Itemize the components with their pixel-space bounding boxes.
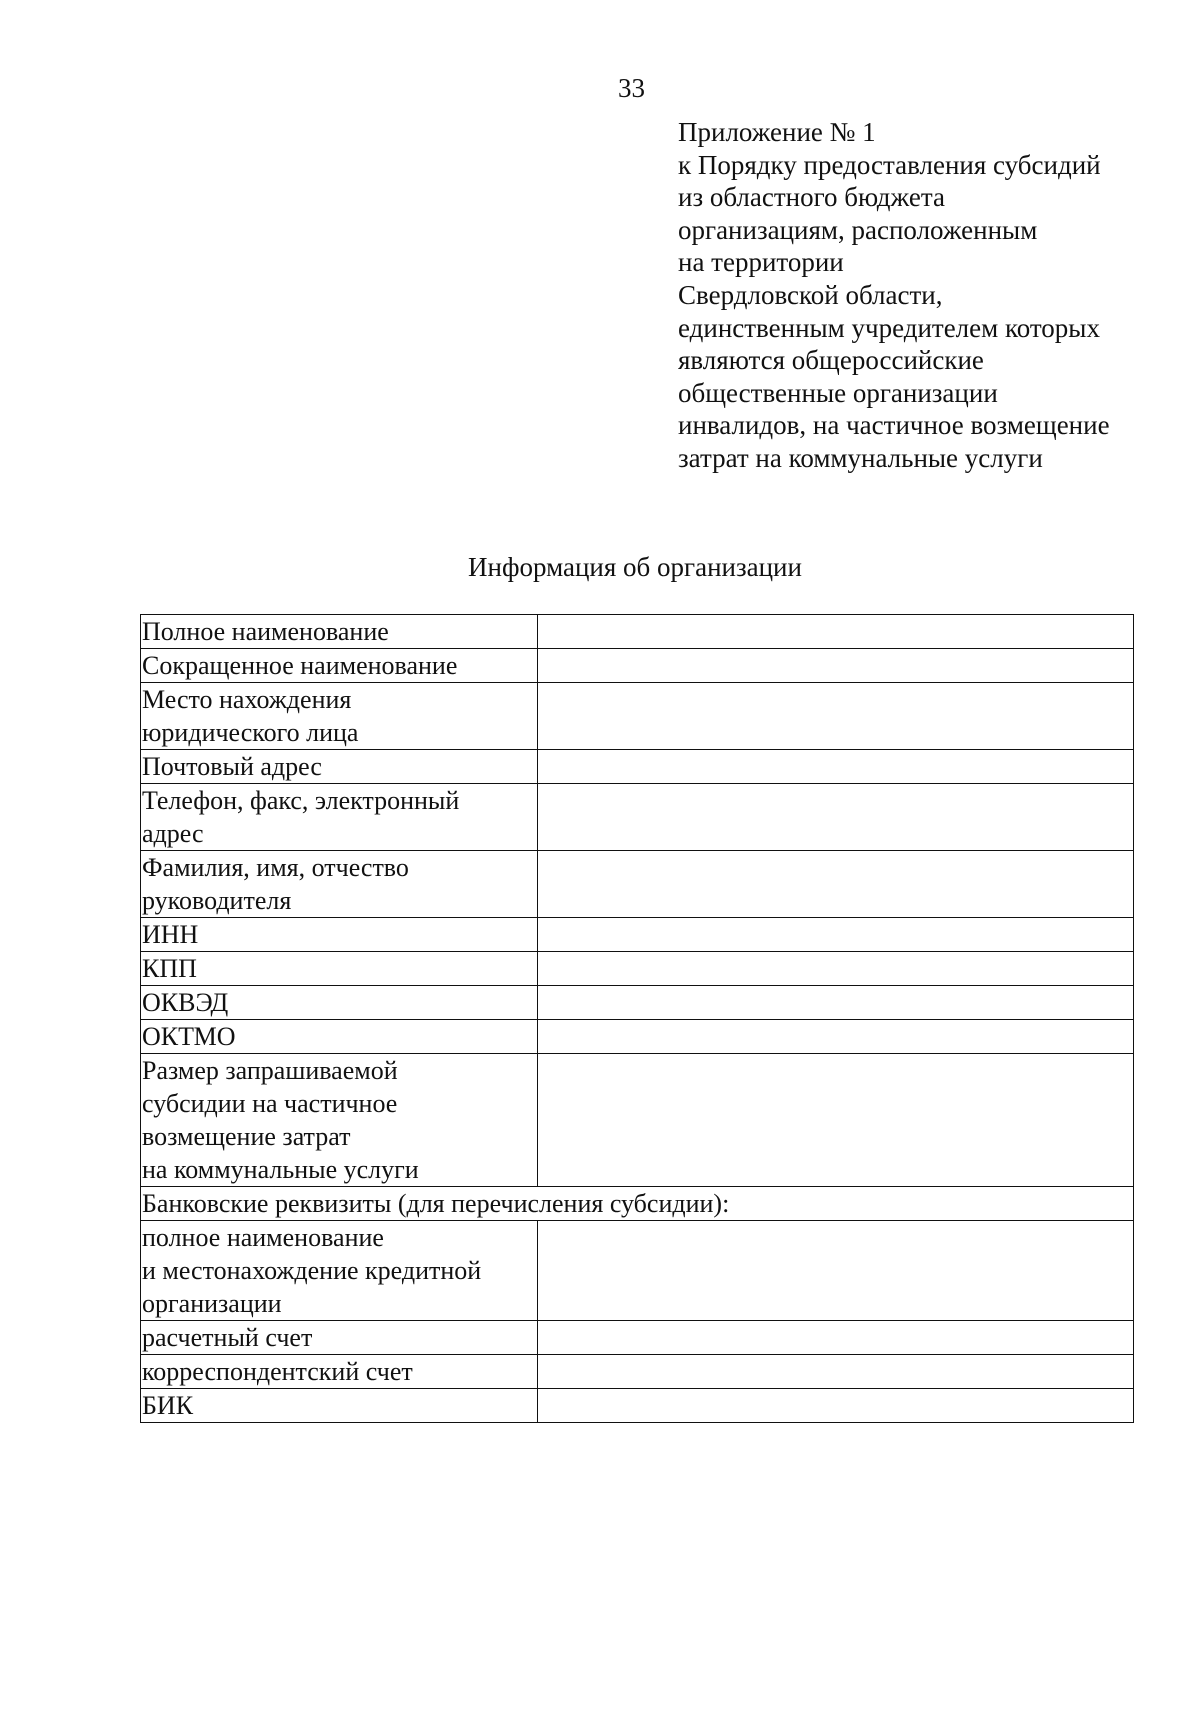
table-row [141, 952, 1134, 986]
field-label [141, 1054, 538, 1187]
document-title: Информация об организации [468, 552, 802, 582]
field-label [141, 784, 538, 851]
field-label-line: субсидии на частичное [142, 1089, 398, 1118]
table-row [141, 683, 1134, 750]
field-label [141, 851, 538, 918]
field-label-line: Телефон, факс, электронный [142, 786, 460, 815]
appendix-line: Приложение № 1 [678, 117, 876, 147]
field-value[interactable] [538, 851, 1134, 918]
table-row [141, 784, 1134, 851]
appendix-header [678, 116, 1178, 475]
table-row [141, 851, 1134, 918]
field-label-line: на коммунальные услуги [142, 1155, 419, 1184]
field-label [141, 683, 538, 750]
field-label [141, 1321, 538, 1355]
field-value[interactable] [538, 784, 1134, 851]
field-label-line: корреспондентский счет [142, 1357, 413, 1386]
field-label-line: ИНН [142, 920, 199, 949]
table-row [141, 649, 1134, 683]
appendix-line: общественные организации [678, 377, 998, 408]
appendix-line: затрат на коммунальные услуги [678, 442, 1043, 473]
appendix-line: из областного бюджета [678, 182, 945, 213]
table-row [141, 918, 1134, 952]
appendix-line: Свердловской области, [678, 279, 943, 310]
field-label [141, 918, 538, 952]
appendix-line: организациям, расположенным [678, 214, 1038, 245]
bank-details-header-row [141, 1187, 1134, 1221]
field-label [141, 1355, 538, 1389]
page-number: 33 [618, 73, 645, 103]
field-label-line: Размер запрашиваемой [142, 1056, 398, 1085]
field-label [141, 1221, 538, 1321]
field-label-line: юридического лица [142, 718, 359, 747]
field-label [141, 750, 538, 784]
field-value[interactable] [538, 1321, 1134, 1355]
field-label [141, 615, 538, 649]
appendix-line: являются общероссийские [678, 345, 984, 376]
field-label-line: ОКТМО [142, 1022, 236, 1051]
field-value[interactable] [538, 683, 1134, 750]
field-value[interactable] [538, 986, 1134, 1020]
field-label-line: и местонахождение кредитной [142, 1256, 482, 1285]
field-value[interactable] [538, 1054, 1134, 1187]
table-row [141, 986, 1134, 1020]
appendix-line: инвалидов, на частичное возмещение [678, 410, 1110, 441]
table-row [141, 1221, 1134, 1321]
field-label-line: КПП [142, 954, 197, 983]
field-label-line: возмещение затрат [142, 1122, 351, 1151]
field-value[interactable] [538, 1020, 1134, 1054]
field-label [141, 986, 538, 1020]
field-label [141, 649, 538, 683]
field-value[interactable] [538, 952, 1134, 986]
field-value[interactable] [538, 1221, 1134, 1321]
field-value[interactable] [538, 750, 1134, 784]
appendix-line: единственным учредителем которых [678, 312, 1100, 343]
field-label-line: Полное наименование [142, 617, 389, 646]
appendix-line: на территории [678, 247, 844, 278]
field-label-line: Фамилия, имя, отчество [142, 853, 409, 882]
field-label-line: Место нахождения [142, 685, 352, 714]
field-value[interactable] [538, 649, 1134, 683]
table-row [141, 1389, 1134, 1423]
field-value[interactable] [538, 1355, 1134, 1389]
table-row [141, 1321, 1134, 1355]
field-label [141, 1389, 538, 1423]
field-label-line: руководителя [142, 886, 292, 915]
field-value[interactable] [538, 615, 1134, 649]
appendix-line: к Порядку предоставления субсидий [678, 149, 1101, 180]
field-label-line: Сокращенное наименование [142, 651, 458, 680]
table-row [141, 615, 1134, 649]
field-label-line: полное наименование [142, 1223, 384, 1252]
bank-details-header [141, 1187, 1134, 1221]
field-label-line: БИК [142, 1391, 194, 1420]
field-value[interactable] [538, 918, 1134, 952]
field-label-line: адрес [142, 819, 204, 848]
field-label-line: организации [142, 1289, 282, 1318]
bank-details-header-text: Банковские реквизиты (для перечисления субсидии): [142, 1189, 730, 1218]
table-row [141, 1054, 1134, 1187]
field-value[interactable] [538, 1389, 1134, 1423]
table-row [141, 750, 1134, 784]
field-label-line: ОКВЭД [142, 988, 229, 1017]
field-label [141, 1020, 538, 1054]
table-row [141, 1355, 1134, 1389]
field-label [141, 952, 538, 986]
organization-info-table [140, 614, 1134, 1423]
table-row [141, 1020, 1134, 1054]
field-label-line: Почтовый адрес [142, 752, 322, 781]
field-label-line: расчетный счет [142, 1323, 313, 1352]
